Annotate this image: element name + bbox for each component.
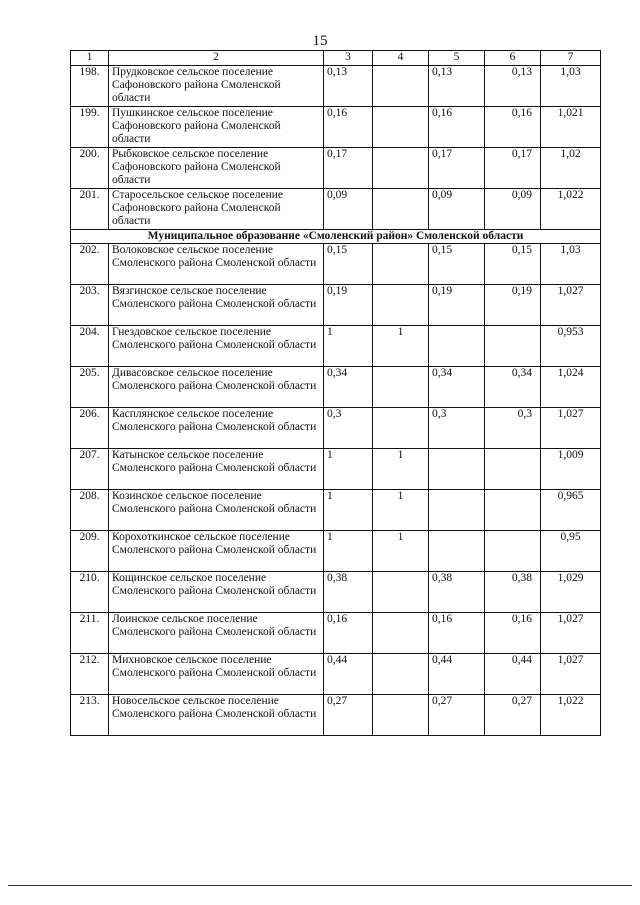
row-number: 210. (71, 572, 109, 613)
value-col-5: 0,27 (429, 695, 485, 736)
row-number: 213. (71, 695, 109, 736)
row-number: 199. (71, 107, 109, 148)
row-number: 205. (71, 367, 109, 408)
value-col-4 (373, 107, 429, 148)
value-col-3: 0,38 (324, 572, 373, 613)
settlement-name: Кощинское сельское поселение Смоленского района Смоленской области (109, 572, 324, 613)
table-row (71, 285, 601, 326)
table-row (71, 572, 601, 613)
value-col-7: 1,009 (541, 449, 601, 490)
value-col-4 (373, 367, 429, 408)
table-row (71, 326, 601, 367)
value-col-4 (373, 613, 429, 654)
column-header: 7 (541, 51, 601, 66)
settlement-name: Волоковское сельское поселение Смоленского района Смоленской области (109, 244, 324, 285)
value-col-7: 0,965 (541, 490, 601, 531)
value-col-7: 1,02 (541, 148, 601, 189)
value-col-3: 0,09 (324, 189, 373, 230)
value-col-7: 1,022 (541, 189, 601, 230)
value-col-7: 1,027 (541, 408, 601, 449)
value-col-4: 1 (373, 449, 429, 490)
value-col-5: 0,15 (429, 244, 485, 285)
value-col-3: 0,13 (324, 66, 373, 107)
value-col-7: 1,027 (541, 654, 601, 695)
value-col-6: 0,13 (485, 66, 541, 107)
settlement-name: Корохоткинское сельское поселение Смоленского района Смоленской области (109, 531, 324, 572)
value-col-7: 1,022 (541, 695, 601, 736)
value-col-3: 0,34 (324, 367, 373, 408)
value-col-3: 0,16 (324, 613, 373, 654)
table-row (71, 695, 601, 736)
value-col-4 (373, 66, 429, 107)
row-number: 212. (71, 654, 109, 695)
value-col-4 (373, 285, 429, 326)
header-row (71, 51, 601, 66)
table-row (71, 654, 601, 695)
footer-divider (8, 885, 632, 886)
row-number: 198. (71, 66, 109, 107)
column-header: 5 (429, 51, 485, 66)
settlement-name: Пушкинское сельское поселение Сафоновского района Смоленской области (109, 107, 324, 148)
settlement-name: Новосельское сельское поселение Смоленского района Смоленской области (109, 695, 324, 736)
value-col-4: 1 (373, 490, 429, 531)
settlement-name: Касплянское сельское поселение Смоленского района Смоленской области (109, 408, 324, 449)
value-col-4 (373, 572, 429, 613)
row-number: 201. (71, 189, 109, 230)
table-row (71, 531, 601, 572)
table-row (71, 189, 601, 230)
column-header: 1 (71, 51, 109, 66)
value-col-3: 0,17 (324, 148, 373, 189)
page-number: 15 (312, 33, 328, 49)
value-col-6: 0,3 (485, 408, 541, 449)
value-col-4 (373, 244, 429, 285)
value-col-3: 1 (324, 326, 373, 367)
row-number: 206. (71, 408, 109, 449)
row-number: 208. (71, 490, 109, 531)
value-col-7: 1,03 (541, 244, 601, 285)
table-row (71, 408, 601, 449)
value-col-4: 1 (373, 326, 429, 367)
value-col-6: 0,19 (485, 285, 541, 326)
value-col-7: 1,029 (541, 572, 601, 613)
table-body-before (71, 66, 601, 230)
value-col-5 (429, 449, 485, 490)
value-col-5: 0,16 (429, 613, 485, 654)
value-col-7: 1,03 (541, 66, 601, 107)
section-row (71, 230, 601, 244)
table-row (71, 148, 601, 189)
value-col-5 (429, 326, 485, 367)
value-col-6: 0,38 (485, 572, 541, 613)
value-col-5: 0,13 (429, 66, 485, 107)
value-col-7: 1,024 (541, 367, 601, 408)
table-row (71, 449, 601, 490)
value-col-4 (373, 148, 429, 189)
value-col-5 (429, 490, 485, 531)
value-col-6: 0,16 (485, 613, 541, 654)
value-col-6 (485, 449, 541, 490)
row-number: 207. (71, 449, 109, 490)
settlement-name: Рыбковское сельское поселение Сафоновского района Смоленской области (109, 148, 324, 189)
column-header: 4 (373, 51, 429, 66)
value-col-5 (429, 531, 485, 572)
value-col-6: 0,34 (485, 367, 541, 408)
value-col-5: 0,3 (429, 408, 485, 449)
value-col-7: 1,021 (541, 107, 601, 148)
table-body-after (71, 244, 601, 736)
table-row (71, 244, 601, 285)
value-col-6 (485, 326, 541, 367)
value-col-7: 0,95 (541, 531, 601, 572)
row-number: 211. (71, 613, 109, 654)
row-number: 204. (71, 326, 109, 367)
column-header: 2 (109, 51, 324, 66)
settlement-name: Вязгинское сельское поселение Смоленского района Смоленской области (109, 285, 324, 326)
value-col-5: 0,09 (429, 189, 485, 230)
value-col-3: 0,15 (324, 244, 373, 285)
value-col-4 (373, 695, 429, 736)
settlement-name: Старосельское сельское поселение Сафоновского района Смоленской области (109, 189, 324, 230)
settlement-name: Михновское сельское поселение Смоленского района Смоленской области (109, 654, 324, 695)
value-col-6: 0,44 (485, 654, 541, 695)
value-col-5: 0,19 (429, 285, 485, 326)
value-col-6: 0,27 (485, 695, 541, 736)
value-col-5: 0,16 (429, 107, 485, 148)
section-title: Муниципальное образование «Смоленский район» Смоленской области (71, 230, 601, 244)
value-col-6: 0,16 (485, 107, 541, 148)
settlement-name: Катынское сельское поселение Смоленского района Смоленской области (109, 449, 324, 490)
value-col-4 (373, 189, 429, 230)
data-table (70, 50, 601, 736)
value-col-7: 1,027 (541, 613, 601, 654)
value-col-6: 0,15 (485, 244, 541, 285)
row-number: 202. (71, 244, 109, 285)
value-col-3: 1 (324, 449, 373, 490)
row-number: 200. (71, 148, 109, 189)
value-col-6 (485, 490, 541, 531)
value-col-5: 0,34 (429, 367, 485, 408)
value-col-7: 1,027 (541, 285, 601, 326)
value-col-6 (485, 531, 541, 572)
settlement-name: Козинское сельское поселение Смоленского района Смоленской области (109, 490, 324, 531)
value-col-5: 0,44 (429, 654, 485, 695)
value-col-4 (373, 654, 429, 695)
section-body (71, 230, 601, 244)
column-header: 3 (324, 51, 373, 66)
settlement-name: Дивасовское сельское поселение Смоленского района Смоленской области (109, 367, 324, 408)
settlement-name: Гнездовское сельское поселение Смоленского района Смоленской области (109, 326, 324, 367)
value-col-3: 0,19 (324, 285, 373, 326)
table-row (71, 613, 601, 654)
row-number: 203. (71, 285, 109, 326)
settlement-name: Лоинское сельское поселение Смоленского района Смоленской области (109, 613, 324, 654)
value-col-3: 0,44 (324, 654, 373, 695)
value-col-3: 1 (324, 531, 373, 572)
value-col-6: 0,09 (485, 189, 541, 230)
table-row (71, 367, 601, 408)
table-row (71, 107, 601, 148)
table-row (71, 490, 601, 531)
value-col-6: 0,17 (485, 148, 541, 189)
value-col-5: 0,38 (429, 572, 485, 613)
value-col-3: 1 (324, 490, 373, 531)
value-col-4: 1 (373, 531, 429, 572)
value-col-4 (373, 408, 429, 449)
settlement-name: Прудковское сельское поселение Сафоновского района Смоленской области (109, 66, 324, 107)
value-col-3: 0,27 (324, 695, 373, 736)
value-col-5: 0,17 (429, 148, 485, 189)
value-col-3: 0,3 (324, 408, 373, 449)
column-header: 6 (485, 51, 541, 66)
table-row (71, 66, 601, 107)
value-col-3: 0,16 (324, 107, 373, 148)
row-number: 209. (71, 531, 109, 572)
value-col-7: 0,953 (541, 326, 601, 367)
